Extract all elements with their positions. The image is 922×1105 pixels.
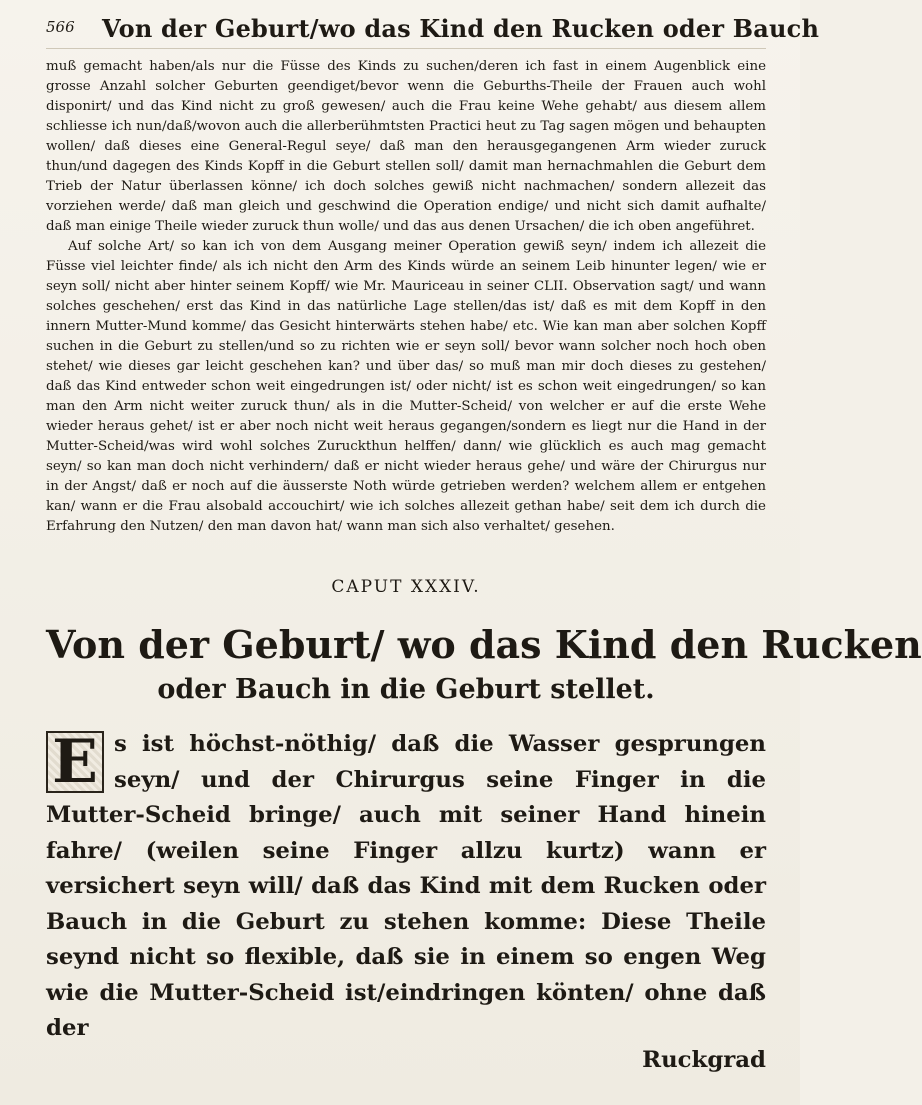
running-title: Von der Geburt/wo das Kind den Rucken oder Bauch — [102, 14, 820, 43]
chapter-label: CAPUT XXXIV. — [331, 577, 481, 597]
body-text — [46, 57, 766, 537]
page-header — [46, 14, 820, 49]
catchword: Ruckgrad — [642, 1046, 766, 1073]
chapter-title-line-2: oder Bauch in die Geburt stellet. — [157, 674, 655, 705]
decorated-initial: E — [46, 731, 104, 793]
chapter-title-line-1: Von der Geburt/ wo das Kind den Rucken — [46, 622, 922, 667]
chapter-text — [46, 727, 766, 1047]
paragraph: muß gemacht haben/als nur die Füsse des Kinds zu suchen/deren ich fast in einem Augenblick eine grosse Anzahl solcher Geburten geendiget/bevor wenn die Geburths-Theile der Frauen auch wohl disponirt/ und das Kind nicht zu groß gewesen/ auch die Frau keine Wehe gehabt/ aus diesem allem schliesse ich nun/daß/wovon auch die allerberühmtsten Practici heut zu Tag sagen mögen und behaupten wollen/ daß dieses eine General-Regul seye/ daß man den herausgegangenen Arm wieder zuruck thun/und dagegen des Kinds Kopff in die Geburt stellen soll/ damit man hernachmahlen die Geburt dem Trieb der Natur überlassen könne/ ich doch solches gewiß nicht nachmachen/ sondern allezeit das vorziehen werde/ daß man gleich und geschwind die Operation endige/ und nicht sich damit aufhalte/ daß man einige Theile wieder zuruck thun wolle/ und das aus denen Ursachen/ die ich oben angeführet. — [46, 59, 766, 234]
paragraph: Auf solche Art/ so kan ich von dem Ausgang meiner Operation gewiß seyn/ indem ich allezeit die Füsse viel leichter finde/ als ich nicht den Arm des Kinds würde an seinem Leib hinunter legen/ wie er seyn soll/ nicht aber hinter seinem Kopff/ wie Mr. Mauriceau in seiner CLII. Observation sagt/ und wann solches geschehen/ erst das Kind in das natürliche Lage stellen/das ist/ daß es mit dem Kopff in den innern Mutter-Mund komme/ das Gesicht hinterwärts stehen habe/ etc. Wie kan man aber solchen Kopff suchen in die Geburt zu stellen/und so zu richten wie er seyn soll/ bevor wann solcher noch hoch oben stehet/ wie dieses gar leicht geschehen kan? und über das/ so muß man mir doch dieses zu gestehen/ daß das Kind entweder schon weit eingedrungen ist/ oder nicht/ ist es schon weit eingedrungen/ so kan man den Arm nicht weiter zuruck thun/ als in die Mutter-Scheid/ von welcher er auf die erste Wehe wieder heraus gehet/ ist er aber noch nicht weit heraus gegangen/sondern es liegt nur die Hand in der Mutter-Scheid/was wird wohl solches Zuruckthun helffen/ dann/ wie glücklich es auch mag gemacht seyn/ so kan man doch nicht verhindern/ daß er nicht wieder heraus gehe/ und wäre der Chirurgus nur in der Angst/ daß er noch auf die äusserste Noth würde getrieben werden? welchem allem er entgehen kan/ wann er die Frau alsobald accouchirt/ wie ich solches allezeit gethan habe/ seit dem ich durch die Erfahrung den Nutzen/ den man davon hat/ wann man sich also verhaltet/ gesehen. — [46, 239, 766, 534]
page-number: 566 — [46, 18, 75, 36]
chapter-paragraph: s ist höchst-nöthig/ daß die Wasser gesprungen seyn/ und der Chirurgus seine Finger in die Mutter-Scheid bringe/ auch mit seiner Hand hinein fahre/ (weilen seine Finger allzu kurtz) wann er versichert seyn will/ daß das Kind mit dem Rucken oder Bauch in die Geburt zu stehen komme: Diese Theile seynd nicht so flexible, daß sie in einem so engen Weg wie die Mutter-Scheid ist/eindringen könten/ ohne daß der — [46, 731, 766, 1041]
